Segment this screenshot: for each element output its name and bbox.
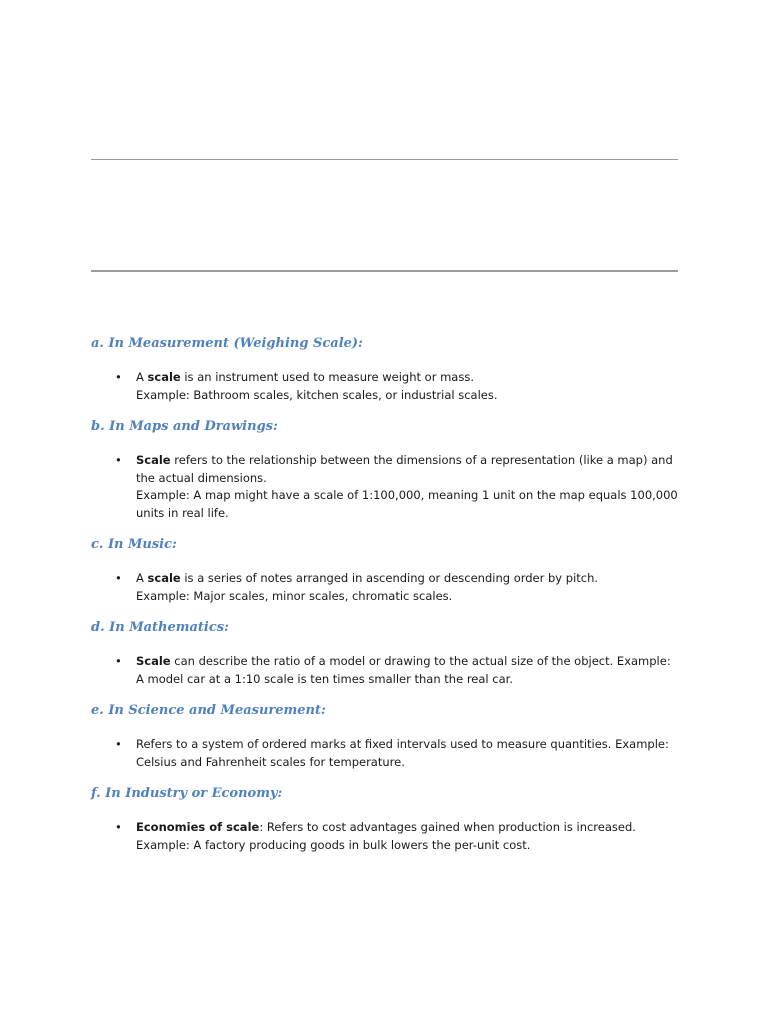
bottom-horizontal-rule: [91, 270, 678, 272]
bullet-list: [91, 570, 691, 605]
bullet-list: [91, 452, 691, 522]
item-keyword: scale: [147, 571, 181, 585]
section-heading: a. In Measurement (Weighing Scale):: [91, 336, 363, 351]
item-keyword: Scale: [136, 453, 171, 467]
list-item: [91, 653, 678, 688]
section-maps-drawings: [91, 416, 691, 522]
bullet-list: [91, 736, 691, 771]
document-content: [91, 333, 691, 866]
list-item: [91, 570, 678, 605]
list-item: [91, 369, 678, 404]
item-text: Refers to a system of ordered marks at fixed intervals used to measure quantities. Example: Celsius and Fahrenheit scales for temperature.: [136, 737, 669, 769]
section-measurement: [91, 333, 691, 404]
bullet-icon: •: [115, 571, 122, 585]
bullet-icon: •: [115, 453, 122, 467]
item-text: refers to the relationship between the dimensions of a representation (like a map) and the actual dimensions.: [136, 453, 673, 485]
section-music: [91, 534, 691, 605]
item-example: Example: A map might have a scale of 1:100,000, meaning 1 unit on the map equals 100,000 units in real life.: [136, 488, 678, 520]
section-industry-economy: [91, 783, 691, 854]
item-text: : Refers to cost advantages gained when production is increased. Example: A factory producing goods in bulk lowers the per-unit cost.: [136, 820, 636, 852]
section-mathematics: [91, 617, 691, 688]
section-heading: f. In Industry or Economy:: [91, 786, 283, 801]
item-example: Example: Bathroom scales, kitchen scales, or industrial scales.: [136, 387, 498, 402]
item-keyword: Economies of scale: [136, 820, 260, 834]
section-heading: c. In Music:: [91, 537, 177, 552]
list-item: [91, 819, 678, 854]
bullet-list: [91, 819, 691, 854]
section-heading: b. In Maps and Drawings:: [91, 419, 278, 434]
bullet-icon: •: [115, 654, 122, 668]
item-example: Example: Major scales, minor scales, chromatic scales.: [136, 588, 453, 603]
item-prefix: A: [136, 370, 148, 384]
item-keyword: scale: [147, 370, 181, 384]
list-item: [91, 452, 678, 522]
list-item: [91, 736, 678, 771]
bullet-list: [91, 653, 691, 688]
item-prefix: A: [136, 571, 148, 585]
item-text: is an instrument used to measure weight or mass.: [180, 370, 474, 384]
item-text: is a series of notes arranged in ascending or descending order by pitch.: [180, 571, 599, 585]
section-heading: e. In Science and Measurement:: [91, 703, 326, 718]
bullet-icon: •: [115, 820, 122, 834]
bullet-icon: •: [115, 370, 122, 384]
top-horizontal-rule: [91, 159, 678, 160]
bullet-list: [91, 369, 691, 404]
section-science-measurement: [91, 700, 691, 771]
item-text: can describe the ratio of a model or drawing to the actual size of the object. Example: A model car at a 1:10 scale is ten times smaller than the real car.: [136, 654, 671, 686]
section-heading: d. In Mathematics:: [91, 620, 229, 635]
item-keyword: Scale: [136, 654, 171, 668]
bullet-icon: •: [115, 737, 122, 751]
